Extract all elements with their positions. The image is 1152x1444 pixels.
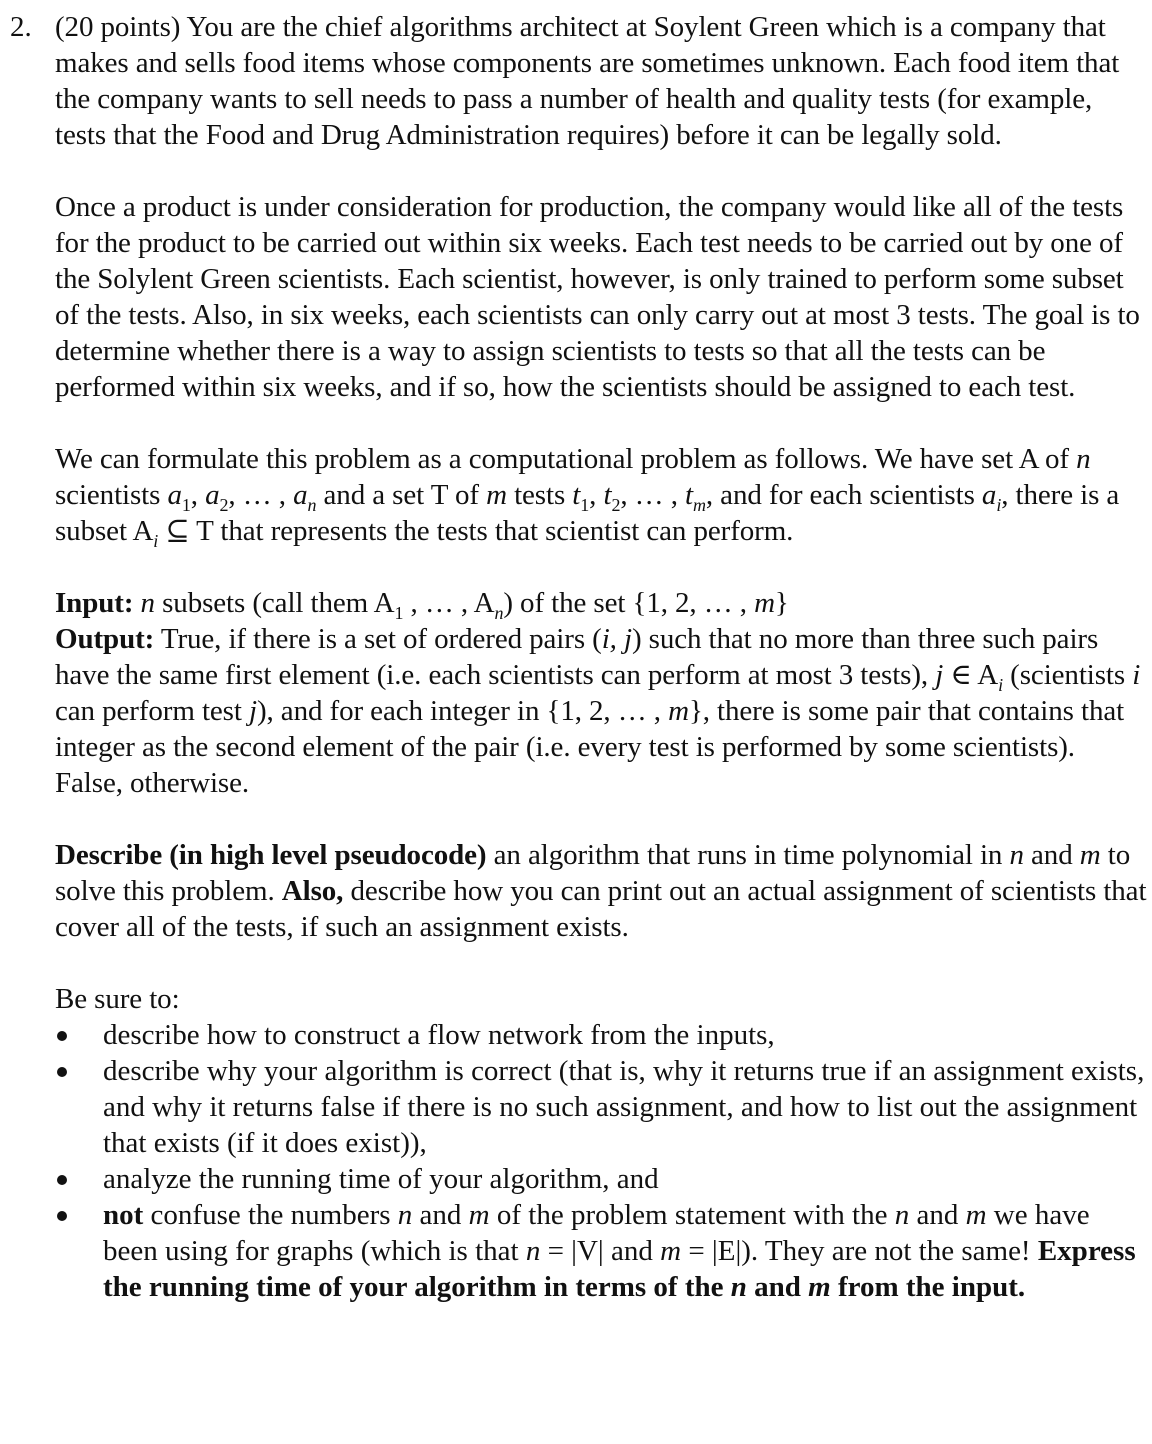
formulation-paragraph: We can formulate this problem as a computational problem as follows. We have set A of n scientists $a_1$, $a_2$, … , $a_n$ and a set T of m tests $t_1$, $t_2$, … , $t_m$, and for each scientists $a_i$, there is a subset $A_i$ ⊆ T that represents the tests that scientist can perform. xyxy=(55,443,1120,551)
bullet-icon xyxy=(57,1211,67,1221)
list-item: describe how to construct a flow network from the inputs, xyxy=(55,1017,1147,1053)
bullet-icon xyxy=(57,1067,67,1077)
problem-content xyxy=(55,9,1147,1305)
list-item: describe why your algorithm is correct (that is, why it returns true if an assignment exists, and why it returns false if there is no such assignment, and how to list out the assignment that exists (if it does exist)), xyxy=(55,1053,1147,1161)
problem-number: 2. xyxy=(10,11,32,43)
list-item: analyze the running time of your algorithm, and xyxy=(55,1161,1147,1197)
intro-text: You are the chief algorithms architect at Soylent Green which is a company that makes and sells food items whose components are sometimes unknown. Each food item that the company wants to sell needs to pass a number of health and quality tests (for example, tests that the Food and Drug Administration requires) before it can be legally sold. xyxy=(55,11,1120,151)
points: (20 points) xyxy=(55,11,181,43)
bullet-icon xyxy=(57,1175,67,1185)
be-sure-heading: Be sure to: xyxy=(55,983,180,1015)
context-paragraph: Once a product is under consideration for production, the company would like all of the tests for the product to be carried out within six weeks. Each test needs to be carried out by one of the Solylent Green scientists. Each scientist, however, is only trained to perform some subset of the tests. Also, in six weeks, each scientists can only carry out at most 3 tests. The goal is to determine whether there is a way to assign scientists to tests so that all the tests can be performed within six weeks, and if so, how the scientists should be assigned to each test. xyxy=(55,191,1140,403)
output-spec: Output: True, if there is a set of ordered pairs (i, j) such that no more than three such pairs have the same first element (i.e. each scientists can perform at most 3 tests), j ∈ $A_i$ (scientists i can perform test j), and for each integer in {1, 2, … , m}, there is some pair that contains that integer as the second element of the pair (i.e. every test is performed by some scientists). False, otherwise. xyxy=(55,623,1141,799)
bullet-icon xyxy=(57,1031,67,1041)
task-paragraph: Describe (in high level pseudocode) an algorithm that runs in time polynomial in n and m to solve this problem. Also, describe how you can print out an actual assignment of scientists that cover all of the tests, if such an assignment exists. xyxy=(55,839,1147,943)
input-spec: Input: n subsets (call them $A_1$ , … , $A_n$) of the set {1, 2, … , m} xyxy=(55,587,789,623)
list-item: not confuse the numbers n and m of the problem statement with the n and m we have been using for graphs (which is that n = |V| and m = |E|). They are not the same! Express the running time of your algorithm in terms of the n and m from the input. xyxy=(55,1197,1147,1305)
requirements-list xyxy=(55,1017,1147,1305)
output-label: Output: xyxy=(55,623,155,655)
input-label: Input: xyxy=(55,587,134,619)
intro-paragraph xyxy=(55,9,1147,153)
